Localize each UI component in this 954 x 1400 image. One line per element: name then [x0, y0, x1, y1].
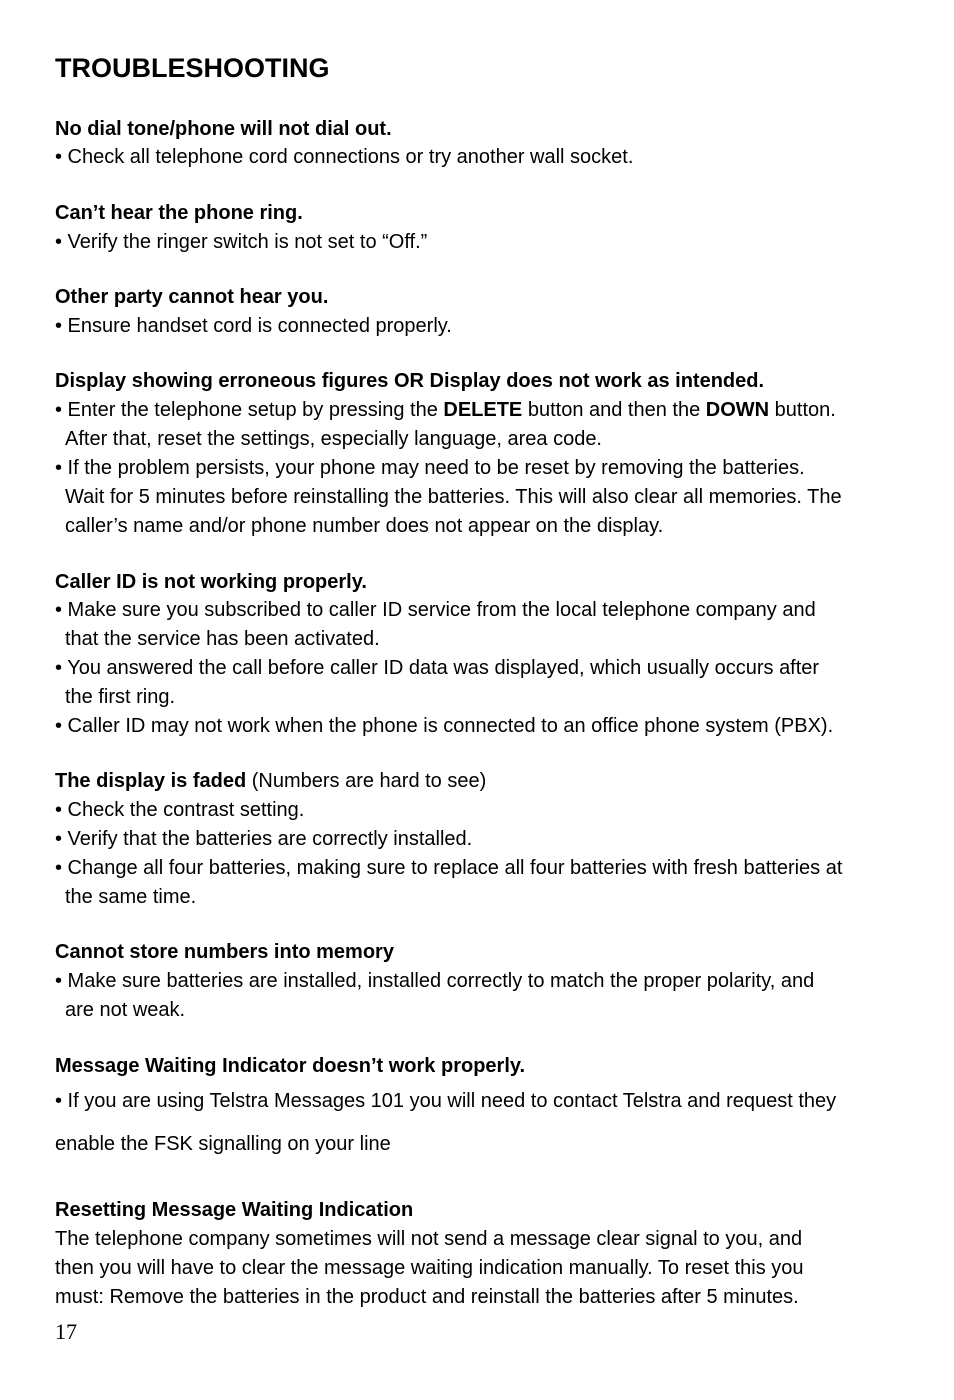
bullet-text [55, 398, 836, 422]
paragraph-text: The telephone company sometimes will not send a message clear signal to you, and [55, 1228, 803, 1250]
heading-bold-text: The display is faded [55, 770, 247, 792]
bullet-text: • You answered the call before caller ID data was displayed, which usually occurs after [55, 657, 820, 679]
section-heading-resetting-mwi: Resetting Message Waiting Indication [55, 1199, 414, 1221]
bullet-text: • Make sure you subscribed to caller ID service from the local telephone company and [55, 599, 816, 621]
bullet-text: • Check the contrast setting. [55, 799, 305, 821]
bullet-continuation: Wait for 5 minutes before reinstalling the batteries. This will also clear all memories. The [65, 486, 842, 508]
text-segment: • Enter the telephone setup by pressing the [55, 399, 444, 421]
page-number: 17 [55, 1319, 77, 1344]
delete-key-label: DELETE [443, 399, 523, 421]
section-heading-other-party: Other party cannot hear you. [55, 286, 329, 308]
section-heading-mwi: Message Waiting Indicator doesn’t work properly. [55, 1055, 526, 1077]
bullet-text: • Change all four batteries, making sure to replace all four batteries with fresh batteries at [55, 857, 843, 879]
text-segment: button. [769, 399, 836, 421]
bullet-continuation: the first ring. [65, 686, 176, 708]
section-heading-caller-id: Caller ID is not working properly. [55, 571, 367, 593]
bullet-text: • If the problem persists, your phone may need to be reset by removing the batteries. [55, 457, 805, 479]
bullet-continuation: that the service has been activated. [65, 628, 380, 650]
paragraph-text: must: Remove the batteries in the product and reinstall the batteries after 5 minutes. [55, 1286, 799, 1308]
paragraph-text: then you will have to clear the message waiting indication manually. To reset this you [55, 1257, 804, 1279]
section-heading-display-erroneous: Display showing erroneous figures OR Display does not work as intended. [55, 370, 765, 392]
bullet-text: • Verify that the batteries are correctly installed. [55, 828, 473, 850]
bullet-continuation: After that, reset the settings, especially language, area code. [65, 428, 602, 450]
paragraph-text: enable the FSK signalling on your line [55, 1133, 391, 1155]
section-heading-cannot-store: Cannot store numbers into memory [55, 941, 394, 963]
page-title: TROUBLESHOOTING [55, 53, 330, 83]
bullet-text: • Make sure batteries are installed, installed correctly to match the proper polarity, and [55, 970, 815, 992]
bullet-text: • Verify the ringer switch is not set to “Off.” [55, 231, 428, 253]
section-heading-cant-hear-ring: Can’t hear the phone ring. [55, 202, 303, 224]
bullet-continuation: are not weak. [65, 999, 186, 1021]
heading-note-text: (Numbers are hard to see) [246, 770, 487, 792]
bullet-text: • Check all telephone cord connections or try another wall socket. [55, 146, 634, 168]
down-key-label: DOWN [705, 399, 770, 421]
bullet-text: • If you are using Telstra Messages 101 you will need to contact Telstra and request they [55, 1090, 837, 1112]
text-segment: button and then the [522, 399, 706, 421]
section-heading-no-dial-tone: No dial tone/phone will not dial out. [55, 118, 392, 140]
bullet-continuation: caller’s name and/or phone number does not appear on the display. [65, 515, 664, 537]
bullet-text: • Caller ID may not work when the phone is connected to an office phone system (PBX). [55, 715, 834, 737]
bullet-continuation: the same time. [65, 886, 197, 908]
bullet-text: • Ensure handset cord is connected properly. [55, 315, 452, 337]
section-heading-display-faded [55, 769, 486, 793]
